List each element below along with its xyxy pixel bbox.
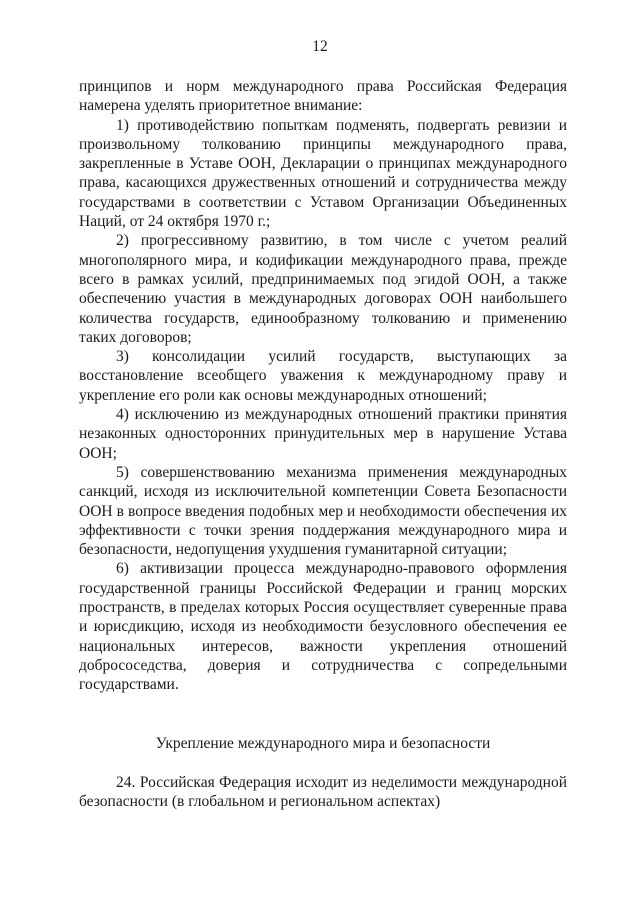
intro-paragraph: принципов и норм международного права Российская Федерация намерена уделять приоритетное внимание: [79, 78, 567, 115]
page-number: 12 [312, 38, 328, 55]
list-item-6: 6) активизации процесса международно-правового оформления государственной границы Российской Федерации и границ морских пространств, в пределах которых Россия осуществляет суверенные права и юрисдикцию, исходя из необходимости безусловного обеспечения ее национальных интересов, важности укрепления отношений добрососедства, доверия и сотрудничества с сопредельными государствами. [79, 560, 567, 694]
list-item-1: 1) противодействию попыткам подменять, подвергать ревизии и произвольному толкованию принципы международного права, закрепленные в Уставе ООН, Декларации о принципах международного права, касающихся дружественных отношений и сотрудничества между государствами в соответствии с Уставом Организации Объединенных Наций, от 24 октября 1970 г.; [79, 116, 567, 231]
body-text [79, 77, 567, 695]
list-item-4: 4) исключению из международных отношений практики принятия незаконных односторонних принудительных мер в нарушение Устава ООН; [79, 406, 567, 462]
paragraph-24: 24. Российская Федерация исходит из неделимости международной безопасности (в глобальном и региональном аспектах) [79, 774, 567, 811]
list-item-3: 3) консолидации усилий государств, выступающих за восстановление всеобщего уважения к международному праву и укрепление его роли как основы международных отношений; [79, 348, 567, 404]
closing-text [79, 773, 567, 812]
list-item-2: 2) прогрессивному развитию, в том числе с учетом реалий многополярного мира, и кодификации международного права, прежде всего в рамках усилий, предпринимаемых под эгидой ООН, а также обеспечению участия в международных договорах ООН наибольшего количества государств, единообразному толкованию и применению таких договоров; [79, 232, 567, 346]
list-item-5: 5) совершенствованию механизма применения международных санкций, исходя из исключительной компетенции Совета Безопасности ООН в вопросе введения подобных мер и необходимости обеспечения их эффективности с точки зрения поддержания международного мира и безопасности, недопущения ухудшения гуманитарной ситуации; [79, 463, 567, 559]
section-heading: Укрепление международного мира и безопасности [155, 735, 491, 752]
